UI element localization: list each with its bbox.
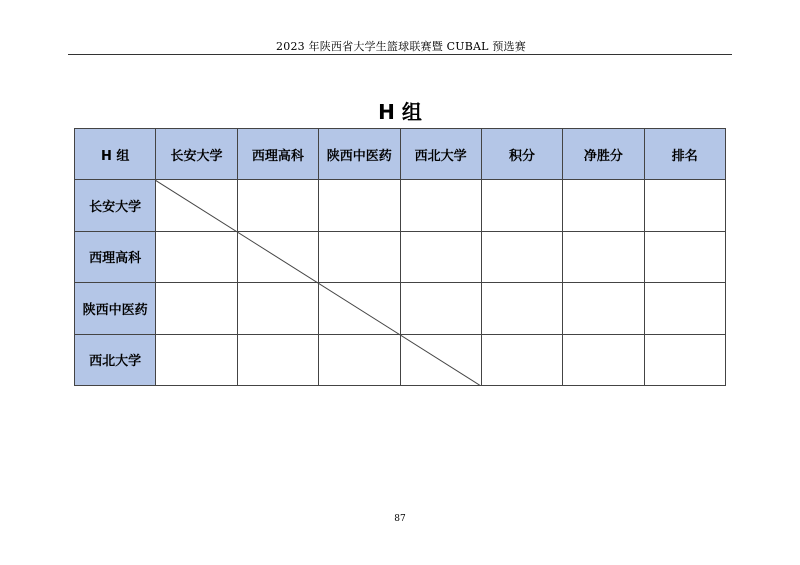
- net-score-cell: [563, 180, 644, 231]
- standings-table: [74, 128, 726, 386]
- result-cell: [156, 283, 237, 334]
- result-cell: [400, 180, 481, 231]
- column-header-points: 积分: [481, 129, 562, 180]
- result-cell: [319, 283, 400, 334]
- result-cell: [237, 231, 318, 282]
- rank-cell: [644, 334, 725, 385]
- result-cell: [319, 231, 400, 282]
- result-cell: [156, 334, 237, 385]
- net-score-cell: [563, 334, 644, 385]
- rank-cell: [644, 283, 725, 334]
- header-rule: [68, 54, 732, 55]
- result-cell: [400, 231, 481, 282]
- group-title: H 组: [378, 100, 422, 124]
- column-header-rank: 排名: [644, 129, 725, 180]
- points-cell: [481, 180, 562, 231]
- result-cell: [237, 180, 318, 231]
- row-team-name: 长安大学: [75, 180, 156, 231]
- row-team-name: 陕西中医药: [75, 283, 156, 334]
- result-cell: [237, 334, 318, 385]
- page-header: 2023 年陕西省大学生篮球联赛暨 CUBAL 预选赛: [276, 40, 526, 53]
- result-cell: [319, 180, 400, 231]
- rank-cell: [644, 231, 725, 282]
- result-cell: [237, 283, 318, 334]
- column-header-group: H 组: [75, 129, 156, 180]
- net-score-cell: [563, 283, 644, 334]
- net-score-cell: [563, 231, 644, 282]
- row-team-name: 西理高科: [75, 231, 156, 282]
- result-cell: [400, 334, 481, 385]
- column-header-team-3: 陕西中医药: [319, 129, 400, 180]
- table-row: [75, 180, 726, 231]
- table-header-row: [75, 129, 726, 180]
- table-row: [75, 283, 726, 334]
- row-team-name: 西北大学: [75, 334, 156, 385]
- rank-cell: [644, 180, 725, 231]
- table-row: [75, 334, 726, 385]
- result-cell: [156, 231, 237, 282]
- column-header-team-1: 长安大学: [156, 129, 237, 180]
- result-cell: [156, 180, 237, 231]
- column-header-team-4: 西北大学: [400, 129, 481, 180]
- result-cell: [319, 334, 400, 385]
- result-cell: [400, 283, 481, 334]
- column-header-team-2: 西理高科: [237, 129, 318, 180]
- points-cell: [481, 283, 562, 334]
- points-cell: [481, 334, 562, 385]
- points-cell: [481, 231, 562, 282]
- table-row: [75, 231, 726, 282]
- page-number: 87: [394, 514, 406, 524]
- column-header-net-score: 净胜分: [563, 129, 644, 180]
